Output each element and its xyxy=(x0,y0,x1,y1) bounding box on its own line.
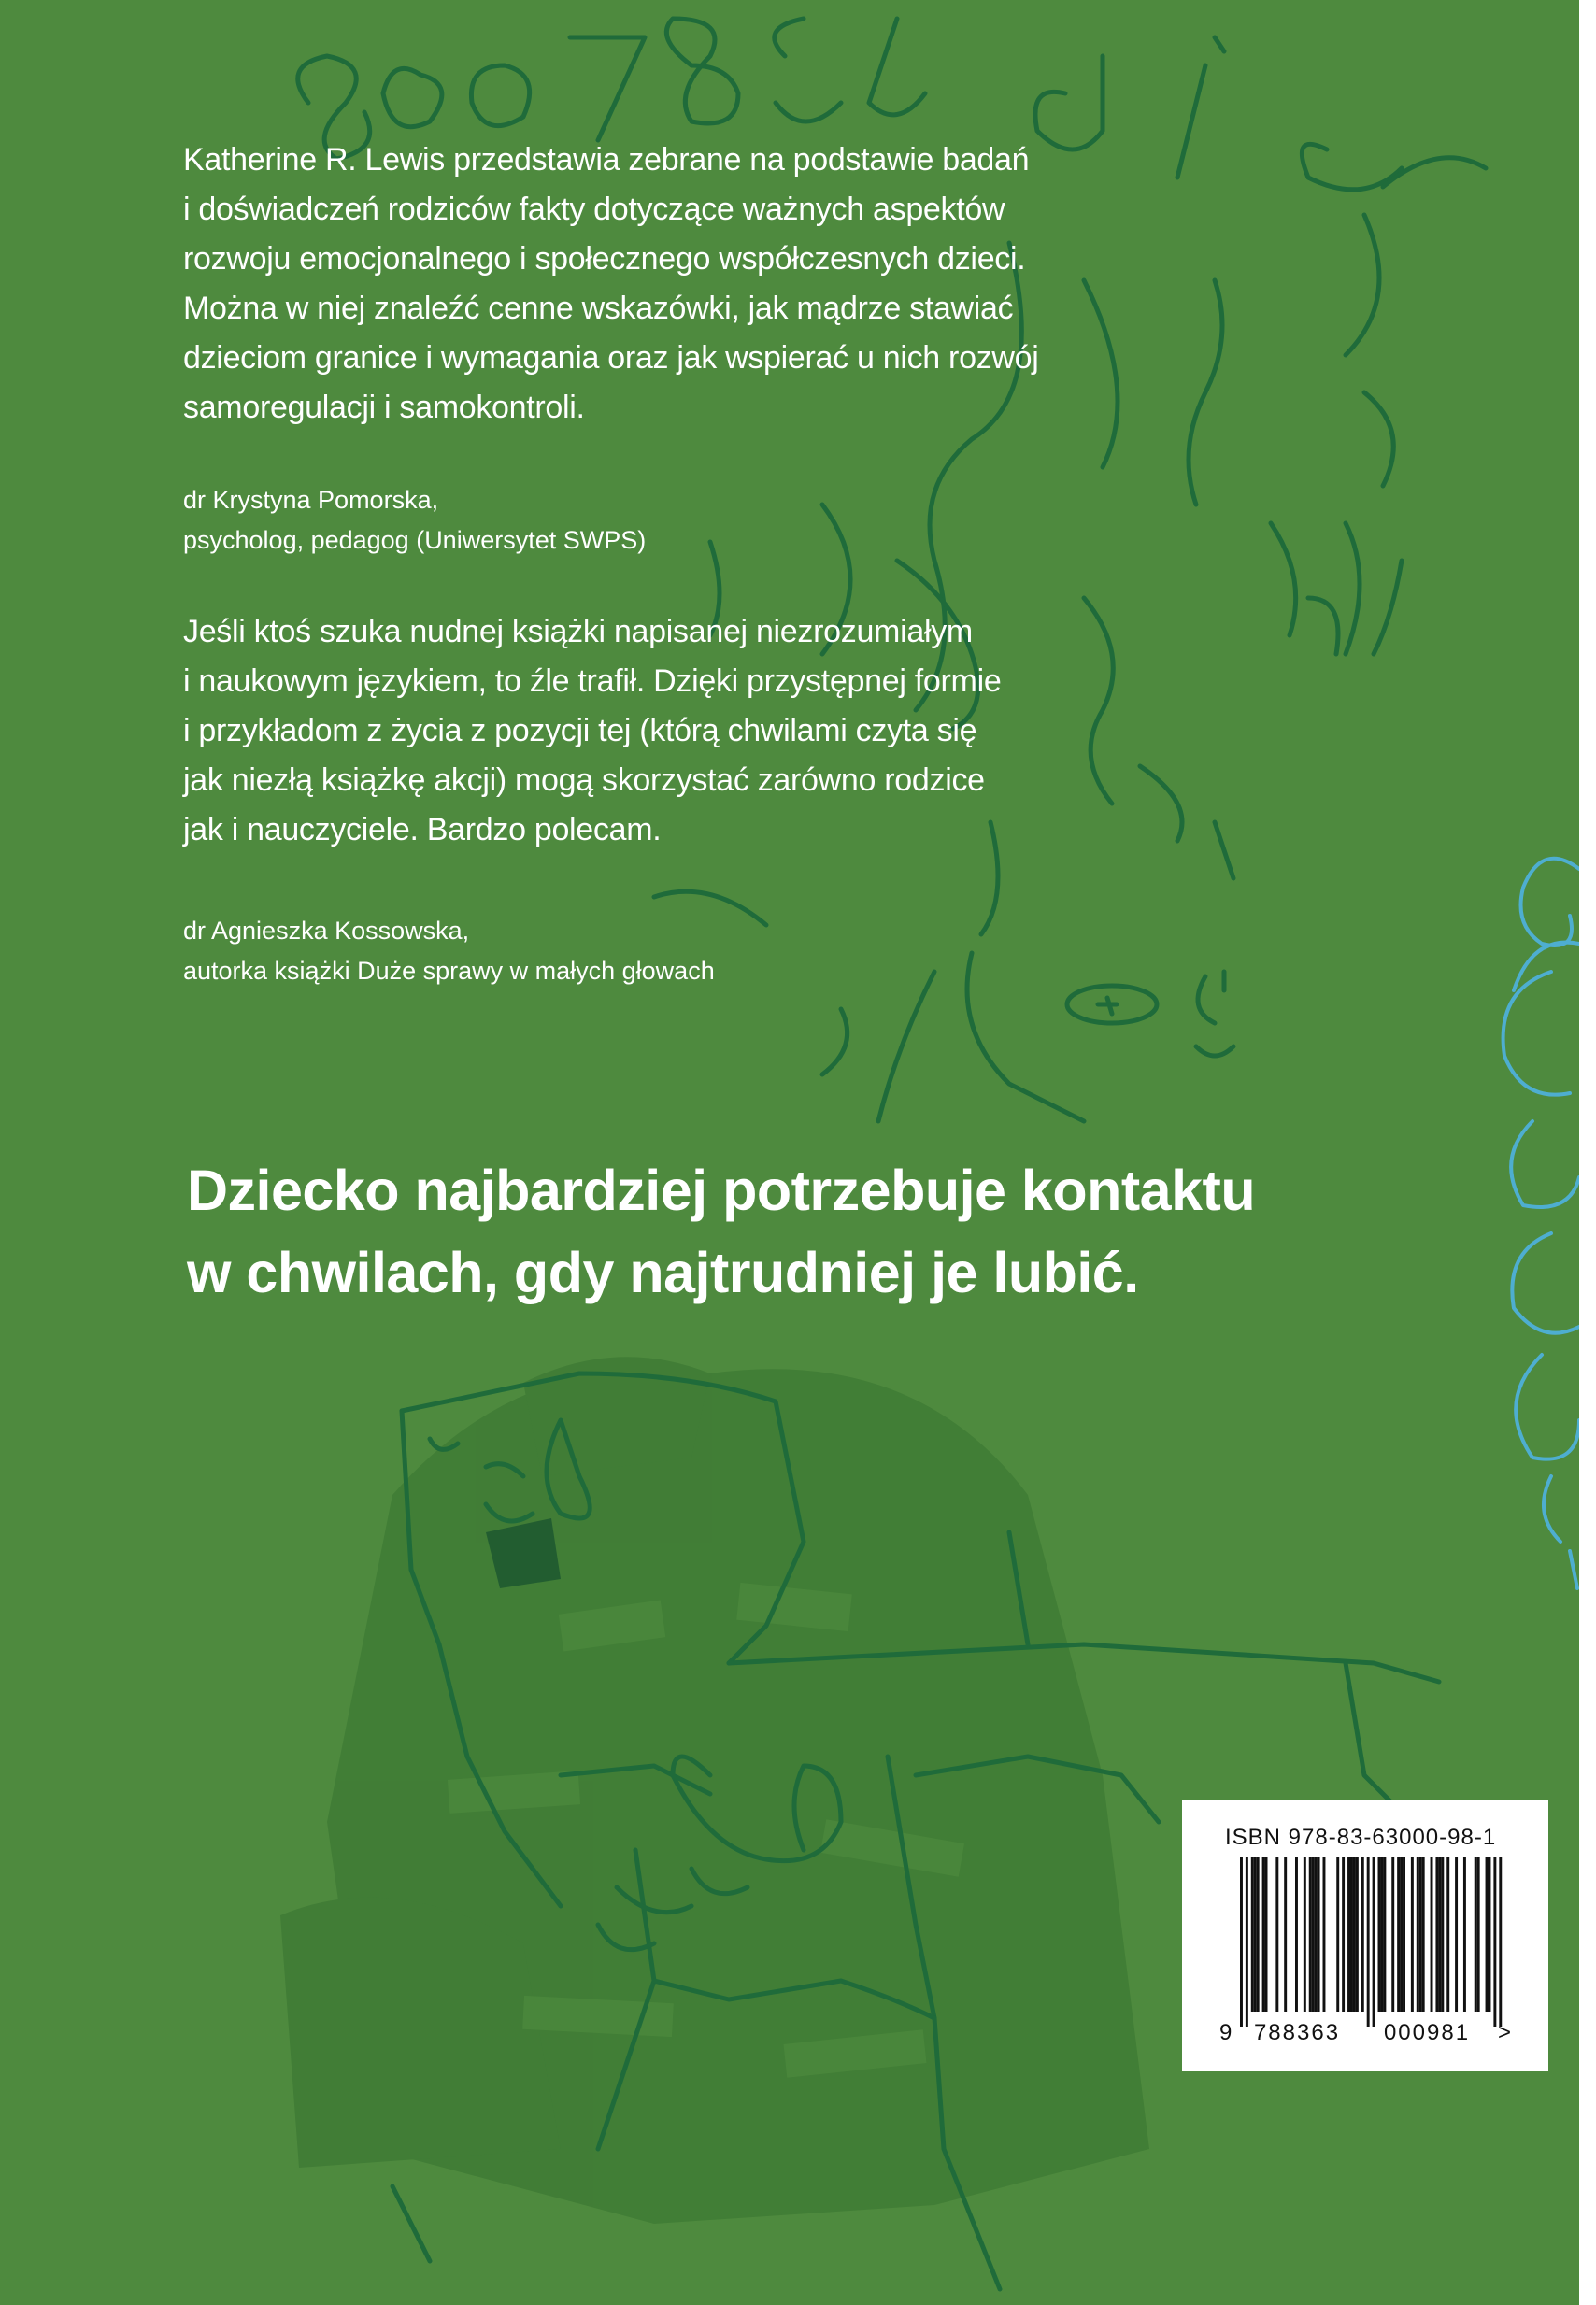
background-figures xyxy=(280,1357,1149,2224)
barcode-bar xyxy=(1391,1857,1394,2012)
barcode-bar xyxy=(1463,1857,1466,2012)
reviewer-role: autorka książki Duże sprawy w małych głowach xyxy=(183,957,715,985)
barcode-bar xyxy=(1246,1857,1248,2027)
quote-line: Katherine R. Lewis przedstawia zebrane na podstawie badań xyxy=(183,142,1030,178)
barcode-quiet-mark: > xyxy=(1498,2020,1512,2045)
barcode-bar xyxy=(1435,1857,1438,2012)
barcode-bar xyxy=(1417,1857,1419,2012)
barcode-bar xyxy=(1400,1857,1403,2012)
quote-line: rozwoju emocjonalnego i społecznego współczesnych dzieci. xyxy=(183,241,1026,277)
barcode xyxy=(1182,1800,1548,2071)
barcode-bar xyxy=(1422,1857,1425,2012)
barcode-bar xyxy=(1477,1857,1480,2012)
barcode-bar xyxy=(1309,1857,1312,2012)
barcode-bar xyxy=(1475,1857,1477,2012)
barcode-bar xyxy=(1265,1857,1268,2012)
barcode-bar xyxy=(1489,1857,1491,2012)
barcode-bars xyxy=(1240,1857,1502,2027)
barcode-bar xyxy=(1342,1857,1345,2012)
barcode-bar xyxy=(1419,1857,1422,2012)
quote-line: jak niezłą książkę akcji) mogą skorzystać zarówno rodzice xyxy=(183,762,985,798)
barcode-bar xyxy=(1336,1857,1339,2012)
barcode-bar xyxy=(1455,1857,1458,2012)
barcode-bar xyxy=(1431,1857,1433,2012)
barcode-bar xyxy=(1356,1857,1359,2012)
quote-line: jak i nauczyciele. Bardzo polecam. xyxy=(183,812,662,847)
barcode-bar xyxy=(1380,1857,1383,2012)
isbn-label: ISBN 978-83-63000-98-1 xyxy=(1225,1825,1497,1850)
barcode-bar xyxy=(1323,1857,1326,2012)
barcode-bar xyxy=(1350,1857,1353,2012)
barcode-right-group: 000981 xyxy=(1383,2020,1471,2045)
barcode-bar xyxy=(1397,1857,1400,2012)
quote-line: samoregulacji i samokontroli. xyxy=(183,390,585,425)
barcode-bar xyxy=(1275,1857,1278,2012)
barcode-bar xyxy=(1383,1857,1386,2012)
review-quote-2 xyxy=(183,607,1001,855)
headline-line: Dziecko najbardziej potrzebuje kontaktu xyxy=(187,1159,1256,1222)
barcode-first-digit: 9 xyxy=(1219,2020,1233,2045)
barcode-bar xyxy=(1438,1857,1441,2012)
reviewer-role: psycholog, pedagog (Uniwersytet SWPS) xyxy=(183,526,647,554)
barcode-bar xyxy=(1486,1857,1489,2012)
barcode-bar xyxy=(1411,1857,1414,2012)
blue-doodles xyxy=(1503,859,1579,1588)
barcode-bar xyxy=(1493,1857,1496,2027)
headline-line: w chwilach, gdy najtrudniej je lubić. xyxy=(187,1241,1139,1304)
barcode-bar xyxy=(1315,1857,1318,2012)
barcode-bar xyxy=(1257,1857,1260,2012)
barcode-left-group: 788363 xyxy=(1253,2020,1341,2045)
review-attribution-1 xyxy=(183,480,646,561)
barcode-bar xyxy=(1240,1857,1243,2027)
barcode-bar xyxy=(1295,1857,1298,2012)
barcode-bar xyxy=(1262,1857,1265,2012)
barcode-bar xyxy=(1367,1857,1370,2027)
quote-line: i naukowym językiem, to źle trafił. Dzięki przystępnej formie xyxy=(183,663,1002,699)
barcode-bar xyxy=(1373,1857,1375,2027)
quote-line: Jeśli ktoś szuka nudnej książki napisanej niezrozumiałym xyxy=(183,614,973,649)
reviewer-name: dr Agnieszka Kossowska, xyxy=(183,917,470,945)
quote-line: i doświadczeń rodziców fakty dotyczące ważnych aspektów xyxy=(183,192,1005,227)
barcode-bar xyxy=(1361,1857,1364,2012)
barcode-bar xyxy=(1254,1857,1257,2012)
barcode-bar xyxy=(1304,1857,1306,2012)
barcode-bar xyxy=(1347,1857,1350,2012)
reviewer-name: dr Krystyna Pomorska, xyxy=(183,486,439,514)
isbn-barcode-box xyxy=(1182,1800,1548,2071)
headline-tagline xyxy=(187,1149,1255,1314)
barcode-bar xyxy=(1284,1857,1287,2012)
barcode-bar xyxy=(1318,1857,1320,2012)
barcode-bar xyxy=(1353,1857,1356,2012)
review-quote-1 xyxy=(183,135,1039,433)
barcode-bar xyxy=(1403,1857,1405,2012)
quote-line: Można w niej znaleźć cenne wskazówki, jak mądrze stawiać xyxy=(183,291,1014,326)
review-attribution-2 xyxy=(183,911,715,991)
barcode-bar xyxy=(1378,1857,1381,2012)
barcode-bar xyxy=(1312,1857,1315,2012)
barcode-bar xyxy=(1499,1857,1502,2027)
quote-line: dzieciom granice i wymagania oraz jak wspierać u nich rozwój xyxy=(183,340,1039,376)
barcode-bar xyxy=(1441,1857,1444,2012)
quote-line: i przykładom z życia z pozycji tej (którą chwilami czyta się xyxy=(183,713,977,748)
barcode-bar xyxy=(1251,1857,1254,2012)
barcode-bar xyxy=(1446,1857,1449,2012)
